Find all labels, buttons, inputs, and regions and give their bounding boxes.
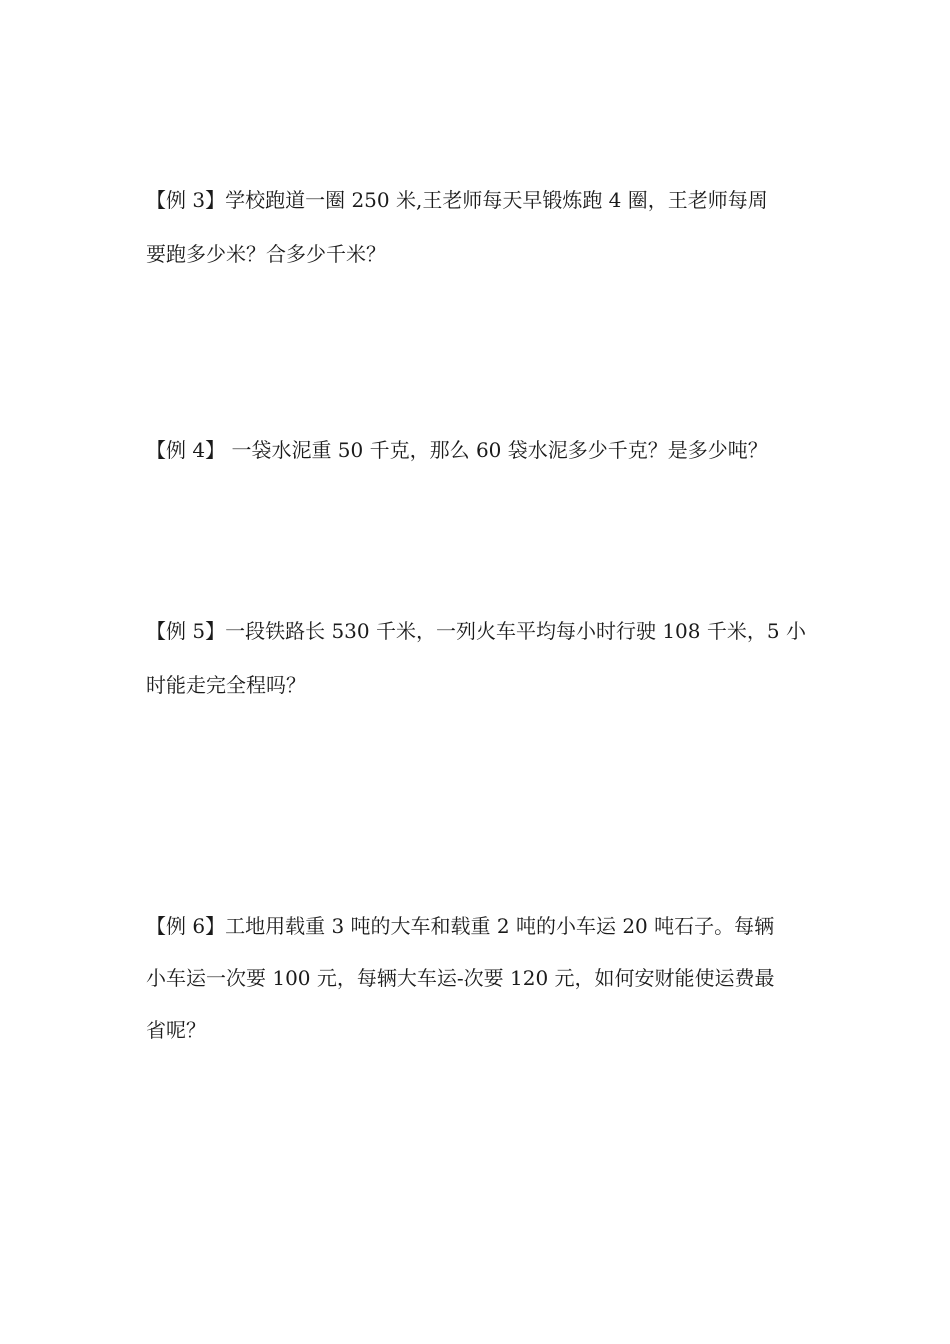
example-5-problem (146, 617, 816, 699)
problem-text-line: 要跑多少米？合多少千米？ (146, 242, 386, 266)
problem-text-line: 【例 3】学校跑道一圈 250 米,王老师每天早锻炼跑 4 圈，王老师每周 (146, 188, 768, 212)
problem-text-line: 【例 6】工地用载重 3 吨的大车和载重 2 吨的小车运 20 吨石子。每辆 (146, 914, 775, 938)
problem-text-line: 省呢？ (146, 1018, 206, 1042)
problem-text-line: 【例 5】一段铁路长 530 千米，一列火车平均每小时行驶 108 千米，5 小 (146, 619, 806, 643)
problem-text-line: 【例 4】 一袋水泥重 50 千克，那么 60 袋水泥多少千克？是多少吨？ (146, 438, 768, 462)
problem-text-line: 小车运一次要 100 元，每辆大车运-次要 120 元，如何安财能使运费最 (146, 966, 775, 990)
example-6-problem (146, 912, 816, 1044)
example-4-problem (146, 436, 816, 464)
example-3-problem (146, 186, 816, 268)
problem-text-line: 时能走完全程吗？ (146, 673, 306, 697)
